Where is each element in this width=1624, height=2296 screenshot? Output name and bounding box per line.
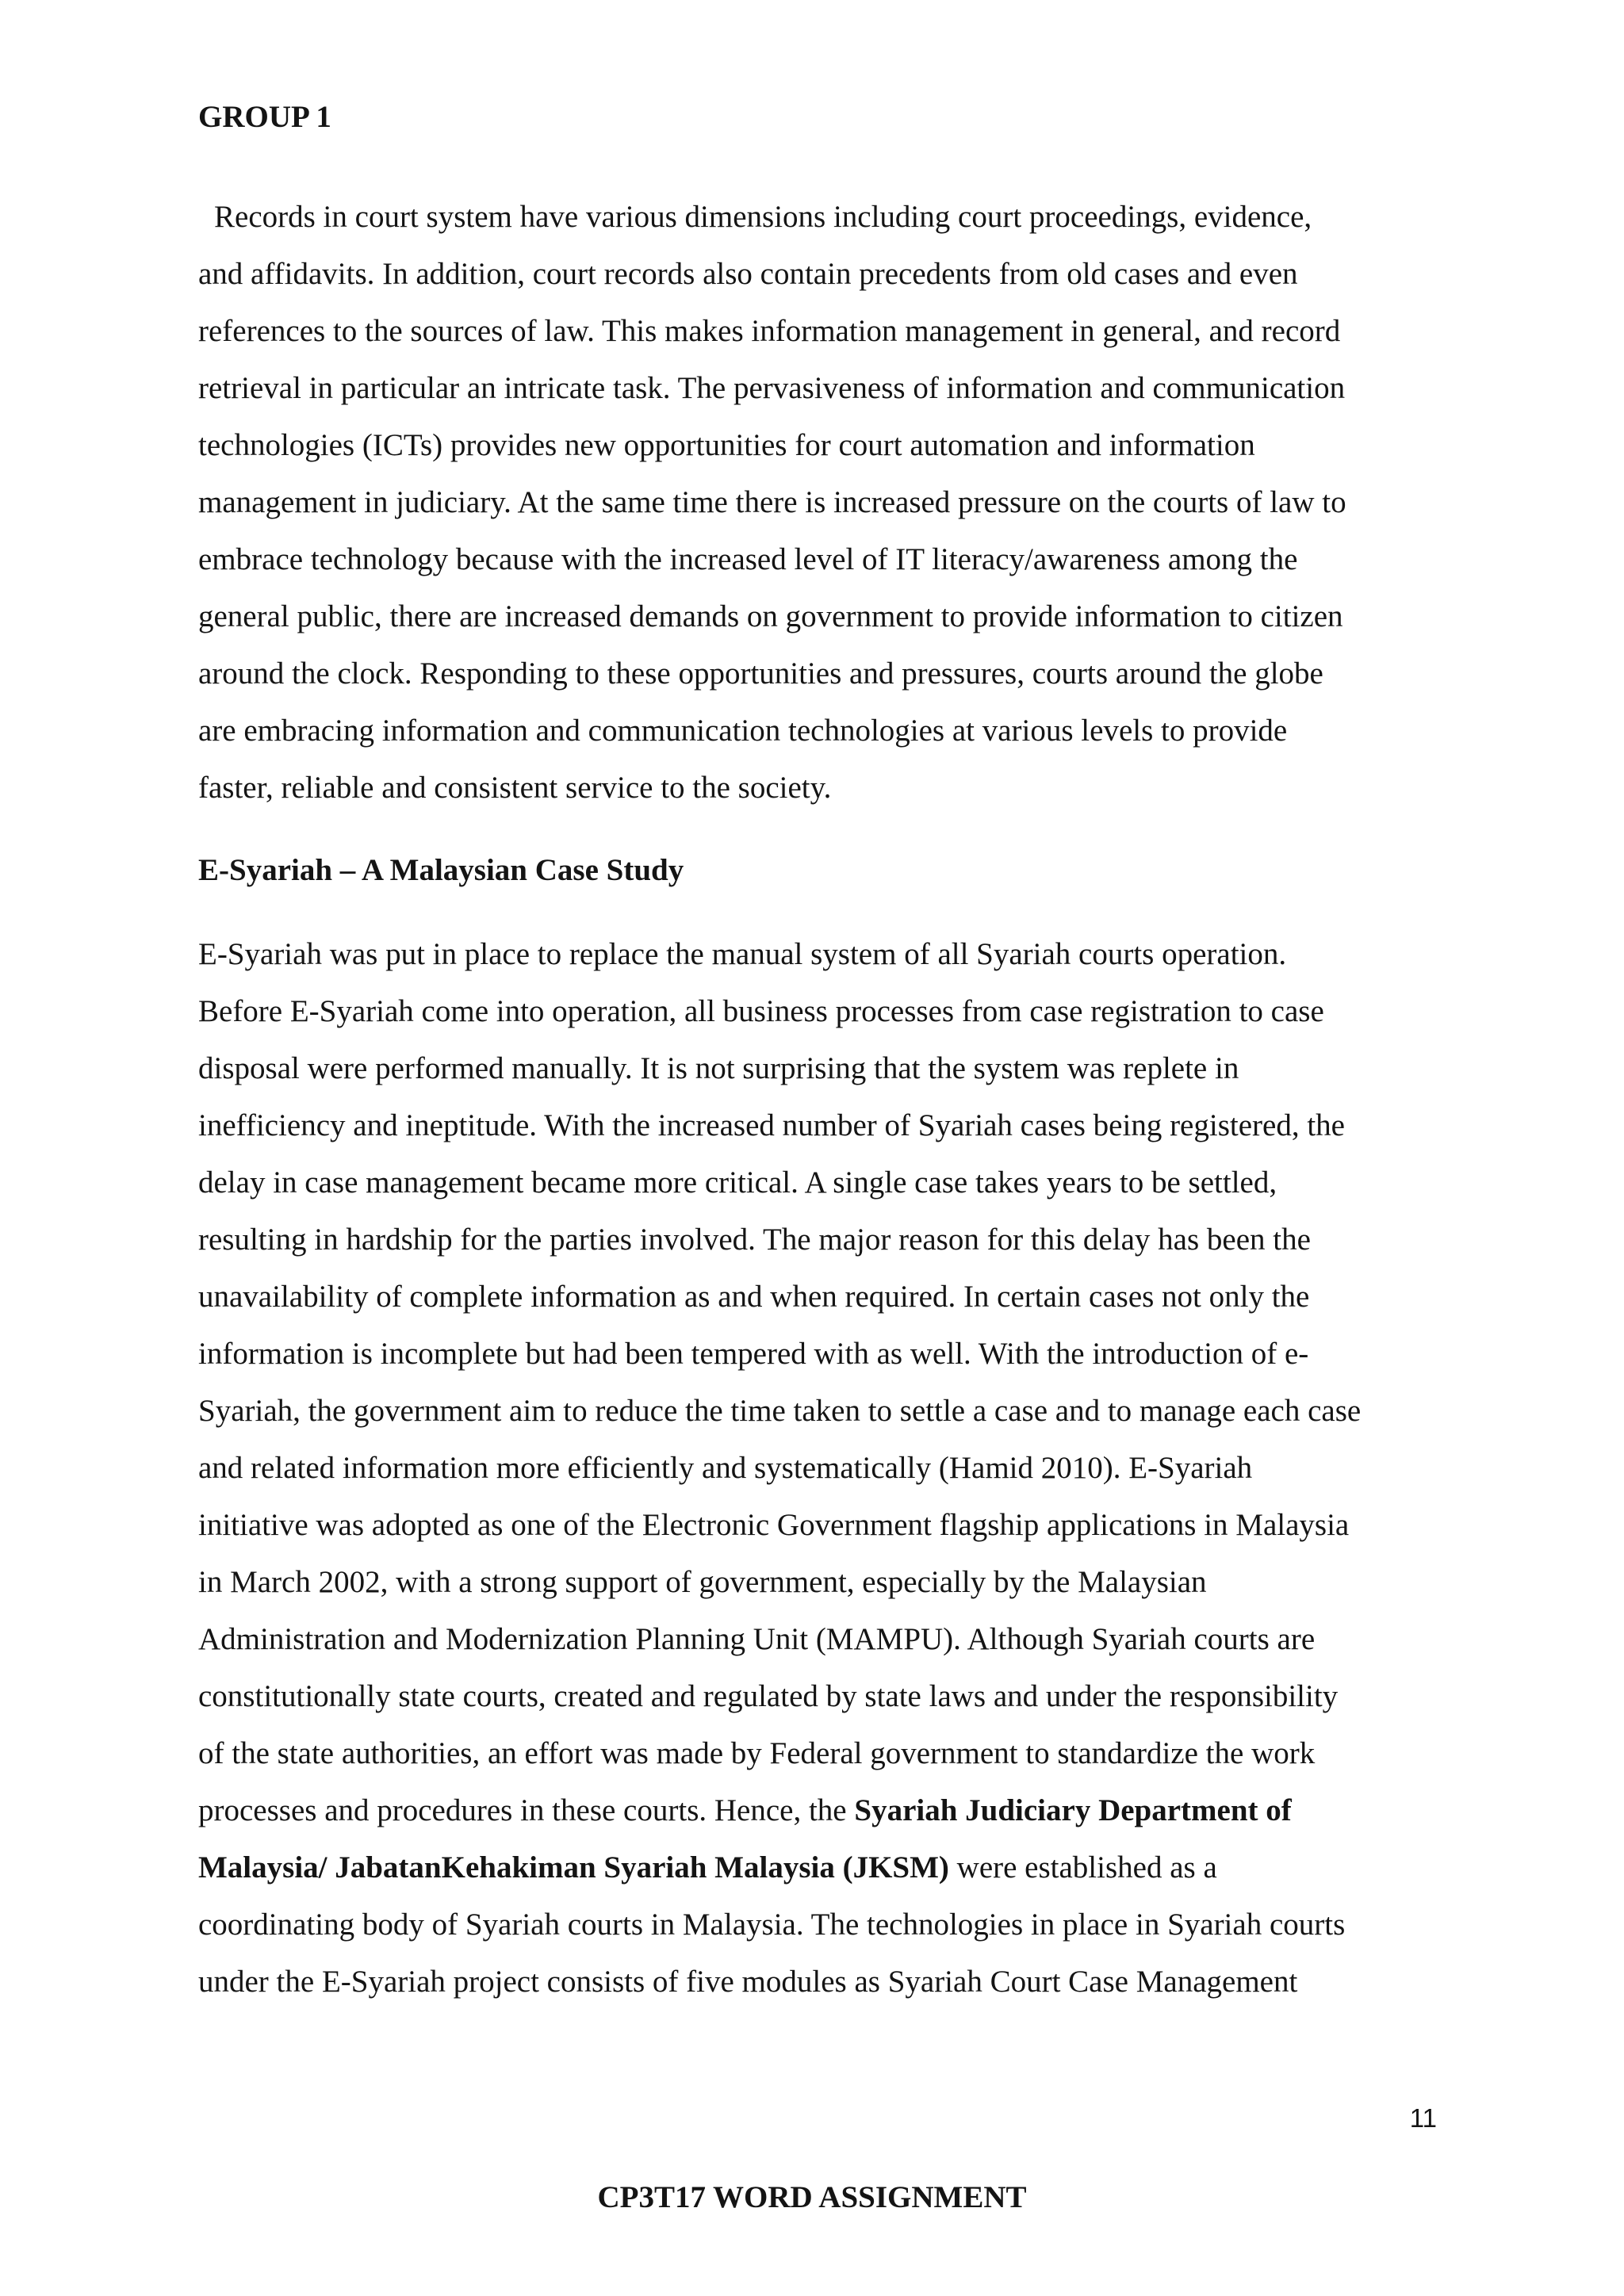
- paragraph-line: E-Syariah was put in place to replace the manual system of all Syariah courts operation.: [198, 937, 1287, 971]
- paragraph-line: Records in court system have various dimensions including court proceedings, evidence,: [214, 200, 1312, 234]
- group-heading: GROUP 1: [198, 100, 331, 134]
- paragraph-line: in March 2002, with a strong support of government, especially by the Malaysian: [198, 1565, 1207, 1599]
- paragraph-line: retrieval in particular an intricate task. The pervasiveness of information and communication: [198, 371, 1346, 405]
- paragraph-line: Administration and Modernization Planning Unit (MAMPU). Although Syariah courts are: [198, 1622, 1316, 1656]
- jksm-name-bold: Syariah Judiciary Department of: [854, 1793, 1292, 1827]
- page-footer: CP3T17 WORD ASSIGNMENT: [597, 2180, 1027, 2214]
- paragraph-line: references to the sources of law. This makes information management in general, and record: [198, 314, 1341, 348]
- paragraph-line: inefficiency and ineptitude. With the increased number of Syariah cases being registered, the: [198, 1108, 1345, 1142]
- intro-paragraph: [198, 189, 1435, 817]
- paragraph-line: and affidavits. In addition, court records also contain precedents from old cases and even: [198, 257, 1298, 291]
- paragraph-text: were established as a: [948, 1850, 1217, 1885]
- paragraph-line: Syariah, the government aim to reduce the time taken to settle a case and to manage each case: [198, 1394, 1362, 1428]
- page-number: 11: [1409, 2103, 1437, 2133]
- case-study-paragraph: [198, 926, 1435, 2011]
- paragraph-text: processes and procedures in these courts. Hence, the: [198, 1793, 855, 1827]
- paragraph-line-with-bold: [198, 1839, 1435, 1896]
- paragraph-line: general public, there are increased demands on government to provide information to citizen: [198, 599, 1343, 633]
- paragraph-line: technologies (ICTs) provides new opportunities for court automation and information: [198, 428, 1255, 462]
- paragraph-line: unavailability of complete information as and when required. In certain cases not only the: [198, 1280, 1310, 1314]
- paragraph-line: and related information more efficiently and systematically (Hamid 2010). E-Syariah: [198, 1451, 1253, 1485]
- paragraph-line: of the state authorities, an effort was made by Federal government to standardize the work: [198, 1736, 1316, 1770]
- paragraph-line: resulting in hardship for the parties involved. The major reason for this delay has been the: [198, 1223, 1311, 1257]
- section-heading: E-Syariah – A Malaysian Case Study: [198, 853, 684, 887]
- paragraph-line: information is incomplete but had been tempered with as well. With the introduction of e-: [198, 1337, 1309, 1371]
- paragraph-line: are embracing information and communication technologies at various levels to provide: [198, 714, 1288, 748]
- paragraph-line: embrace technology because with the increased level of IT literacy/awareness among the: [198, 542, 1298, 576]
- paragraph-line: faster, reliable and consistent service to the society.: [198, 771, 832, 805]
- paragraph-line: initiative was adopted as one of the Electronic Government flagship applications in Malaysia: [198, 1508, 1350, 1542]
- paragraph-line: around the clock. Responding to these opportunities and pressures, courts around the globe: [198, 656, 1323, 691]
- paragraph-line: coordinating body of Syariah courts in Malaysia. The technologies in place in Syariah courts: [198, 1908, 1346, 1942]
- paragraph-line: management in judiciary. At the same time there is increased pressure on the courts of law to: [198, 485, 1346, 519]
- paragraph-line: disposal were performed manually. It is not surprising that the system was replete in: [198, 1051, 1239, 1085]
- paragraph-line: constitutionally state courts, created and regulated by state laws and under the responsibility: [198, 1679, 1339, 1713]
- paragraph-line: under the E-Syariah project consists of five modules as Syariah Court Case Management: [198, 1965, 1298, 1999]
- jksm-name-bold: Malaysia/ JabatanKehakiman Syariah Malaysia (JKSM): [198, 1850, 949, 1885]
- paragraph-line-with-bold: [198, 1782, 1435, 1839]
- paragraph-line: Before E-Syariah come into operation, all business processes from case registration to case: [198, 994, 1324, 1028]
- paragraph-line: delay in case management became more critical. A single case takes years to be settled,: [198, 1165, 1277, 1200]
